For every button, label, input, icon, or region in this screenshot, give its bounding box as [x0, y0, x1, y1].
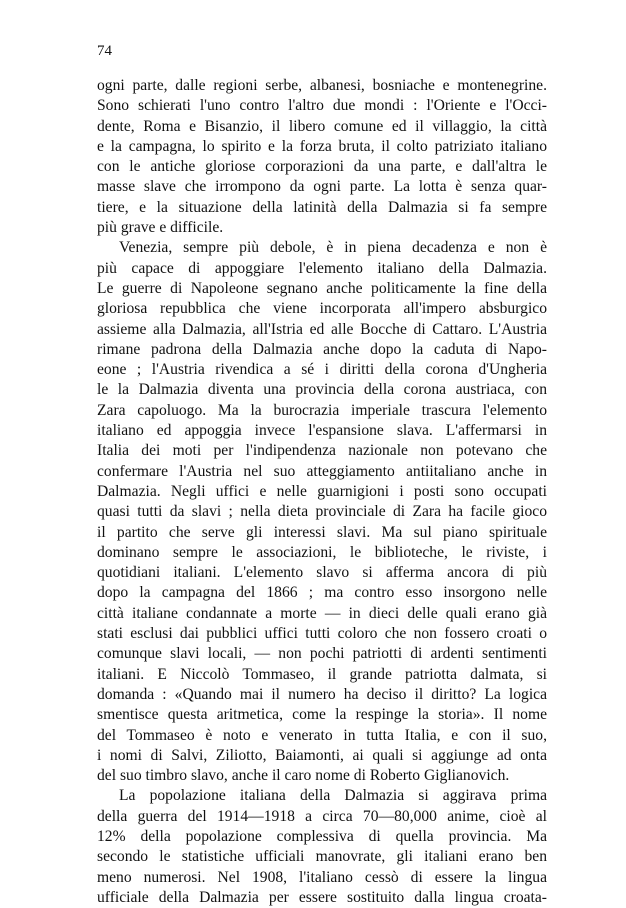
paragraph-2 — [97, 238, 547, 786]
text-line: dominano sempre le associazioni, le biblioteche, le riviste, i — [97, 543, 547, 561]
paragraph-3 — [97, 786, 547, 908]
text-line: confermare l'Austria nel suo atteggiamento antiitaliano anche in — [97, 462, 547, 480]
text-line: città italiane condannate a morte — in dieci delle quali erano già — [97, 604, 547, 622]
text-line: smentisce questa aritmetica, come la respinge la storia». Il nome — [97, 706, 547, 724]
text-line: masse slave che irrompono da ogni parte. La lotta è senza quar- — [97, 178, 547, 196]
text-line: e la campagna, lo spirito e la forza bruta, il colto patriziato italiano — [97, 137, 547, 155]
text-line: italiani. E Niccolò Tommaseo, il grande patriotta dalmata, si — [97, 665, 547, 683]
text-line: meno numerosi. Nel 1908, l'italiano cessò di essere la lingua — [97, 868, 547, 886]
text-line: Zara capoluogo. Ma la burocrazia imperiale trascura l'elemento — [97, 401, 547, 419]
paragraph-1 — [97, 76, 547, 238]
text-line: dopo la campagna del 1866 ; ma contro esso insorgono nelle — [97, 584, 547, 602]
body-text — [97, 76, 547, 908]
text-line: assieme alla Dalmazia, all'Istria ed alle Bocche di Cattaro. L'Austria — [97, 320, 547, 338]
text-line: Venezia, sempre più debole, è in piena decadenza e non è — [119, 239, 547, 257]
text-line: con le antiche gloriose corporazioni da una parte, e dall'altra le — [97, 158, 547, 176]
text-line: 12% della popolazione complessiva di quella provincia. Ma — [97, 827, 547, 845]
text-line: il partito che serve gli interessi slavi. Ma sul piano spirituale — [97, 523, 547, 541]
text-line: dente, Roma e Bisanzio, il libero comune ed il villaggio, la città — [97, 117, 547, 135]
text-line: rimane padrona della Dalmazia anche dopo la caduta di Napo- — [97, 340, 547, 358]
text-line: gloriosa repubblica che viene incorporata all'impero absburgico — [97, 300, 547, 318]
text-line: stati esclusi dai pubblici uffici tutti coloro che non fossero croati o — [97, 625, 547, 643]
text-line: ufficiale della Dalmazia per essere sostituito dalla lingua croata- — [97, 888, 547, 906]
text-line: comunque slavi locali, — non pochi patriotti di ardenti sentimenti — [97, 645, 547, 663]
text-line: ogni parte, dalle regioni serbe, albanesi, bosniache e montenegrine. — [97, 77, 547, 94]
text-line: domanda : «Quando mai il numero ha deciso il diritto? La logica — [97, 685, 547, 703]
text-line: quasi tutti da slavi ; nella dieta provinciale di Zara ha facile gioco — [97, 503, 547, 521]
text-line: più capace di appoggiare l'elemento italiano della Dalmazia. — [97, 259, 547, 277]
text-line: La popolazione italiana della Dalmazia si aggirava prima — [119, 787, 547, 805]
text-line: italiano ed appoggia invece l'espansione slava. L'affermarsi in — [97, 422, 547, 440]
text-line: le la Dalmazia diventa una provincia della corona austriaca, con — [97, 381, 547, 399]
text-line: più grave e difficile. — [97, 219, 224, 237]
text-line: eone ; l'Austria rivendica a sé i diritti della corona d'Ungheria — [97, 361, 547, 379]
page-number: 74 — [97, 43, 112, 59]
text-line: tiere, e la situazione della latinità della Dalmazia si fa sempre — [97, 198, 547, 216]
text-line: del Tommaseo è noto e venerato in tutta Italia, e con il suo, — [97, 726, 547, 744]
text-line: del suo timbro slavo, anche il caro nome di Roberto Giglianovich. — [97, 767, 510, 785]
text-line: Italia dei moti per l'indipendenza nazionale non potevano che — [97, 442, 547, 460]
text-line: della guerra del 1914—1918 a circa 70—80,000 anime, cioè al — [97, 807, 547, 825]
text-line: quotidiani italiani. L'elemento slavo si afferma ancora di più — [97, 564, 547, 582]
text-line: secondo le statistiche ufficiali manovrate, gli italiani erano ben — [97, 848, 547, 866]
text-line: i nomi di Salvi, Ziliotto, Baiamonti, ai quali si aggiunge ad onta — [97, 746, 547, 764]
text-line: Dalmazia. Negli uffici e nelle guarnigioni i posti sono occupati — [97, 482, 547, 500]
text-line: Le guerre di Napoleone segnano anche politicamente la fine della — [97, 279, 547, 297]
text-line: Sono schierati l'uno contro l'altro due mondi : l'Oriente e l'Occi- — [97, 97, 547, 115]
